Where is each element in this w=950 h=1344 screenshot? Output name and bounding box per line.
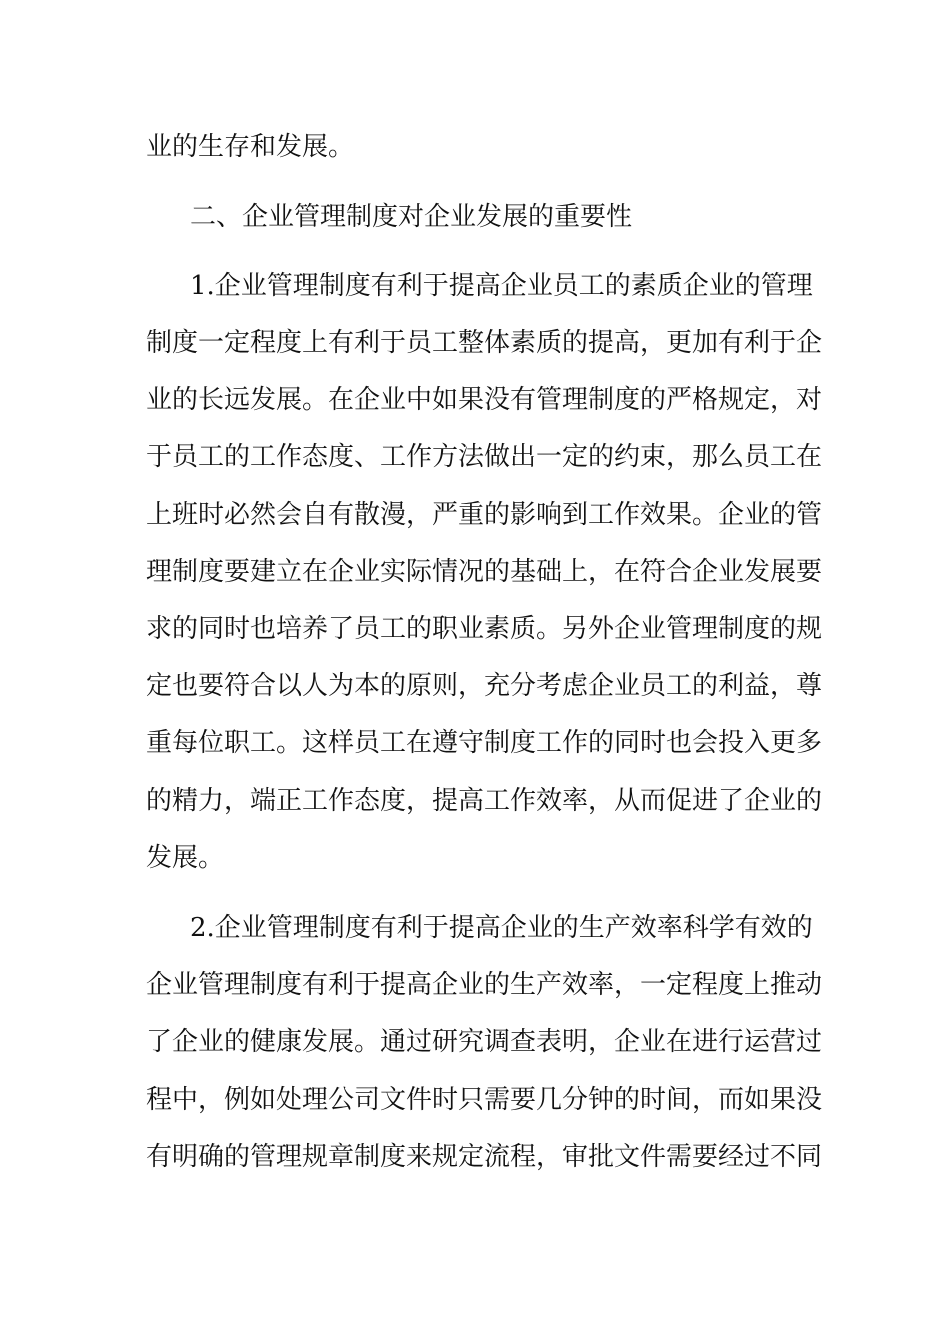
paragraph-1-line-10: 的精力，端正工作态度，提高工作效率，从而促进了企业的 <box>146 786 823 816</box>
paragraph-2-line-3: 了企业的健康发展。通过研究调查表明，企业在进行运营过 <box>146 1027 823 1057</box>
paragraph-2-line-5: 有明确的管理规章制度来规定流程，审批文件需要经过不同 <box>146 1142 823 1172</box>
paragraph-2-line-4: 程中，例如处理公司文件时只需要几分钟的时间，而如果没 <box>146 1085 823 1115</box>
paragraph-1-line-5: 上班时必然会自有散漫，严重的影响到工作效果。企业的管 <box>146 500 823 530</box>
paragraph-2-line-1: 2.企业管理制度有利于提高企业的生产效率科学有效的 <box>190 913 813 943</box>
paragraph-1-line-9: 重每位职工。这样员工在遵守制度工作的同时也会投入更多 <box>146 728 823 758</box>
paragraph-1-line-8: 定也要符合以人为本的原则，充分考虑企业员工的利益，尊 <box>146 671 823 701</box>
paragraph-2-line-2: 企业管理制度有利于提高企业的生产效率，一定程度上推动 <box>146 970 823 1000</box>
paragraph-1-line-11: 发展。 <box>146 843 225 873</box>
paragraph-1-line-2: 制度一定程度上有利于员工整体素质的提高，更加有利于企 <box>146 328 823 358</box>
paragraph-1-line-3: 业的长远发展。在企业中如果没有管理制度的严格规定，对 <box>146 385 823 415</box>
paragraph-1-line-6: 理制度要建立在企业实际情况的基础上，在符合企业发展要 <box>146 557 823 587</box>
paragraph-1-line-1: 1.企业管理制度有利于提高企业员工的素质企业的管理 <box>190 271 813 301</box>
paragraph-1-line-4: 于员工的工作态度、工作方法做出一定的约束，那么员工在 <box>146 442 823 472</box>
intro-tail-line: 业的生存和发展。 <box>146 132 355 162</box>
section-heading: 二、企业管理制度对企业发展的重要性 <box>190 202 633 232</box>
paragraph-1-line-7: 求的同时也培养了员工的职业素质。另外企业管理制度的规 <box>146 614 823 644</box>
